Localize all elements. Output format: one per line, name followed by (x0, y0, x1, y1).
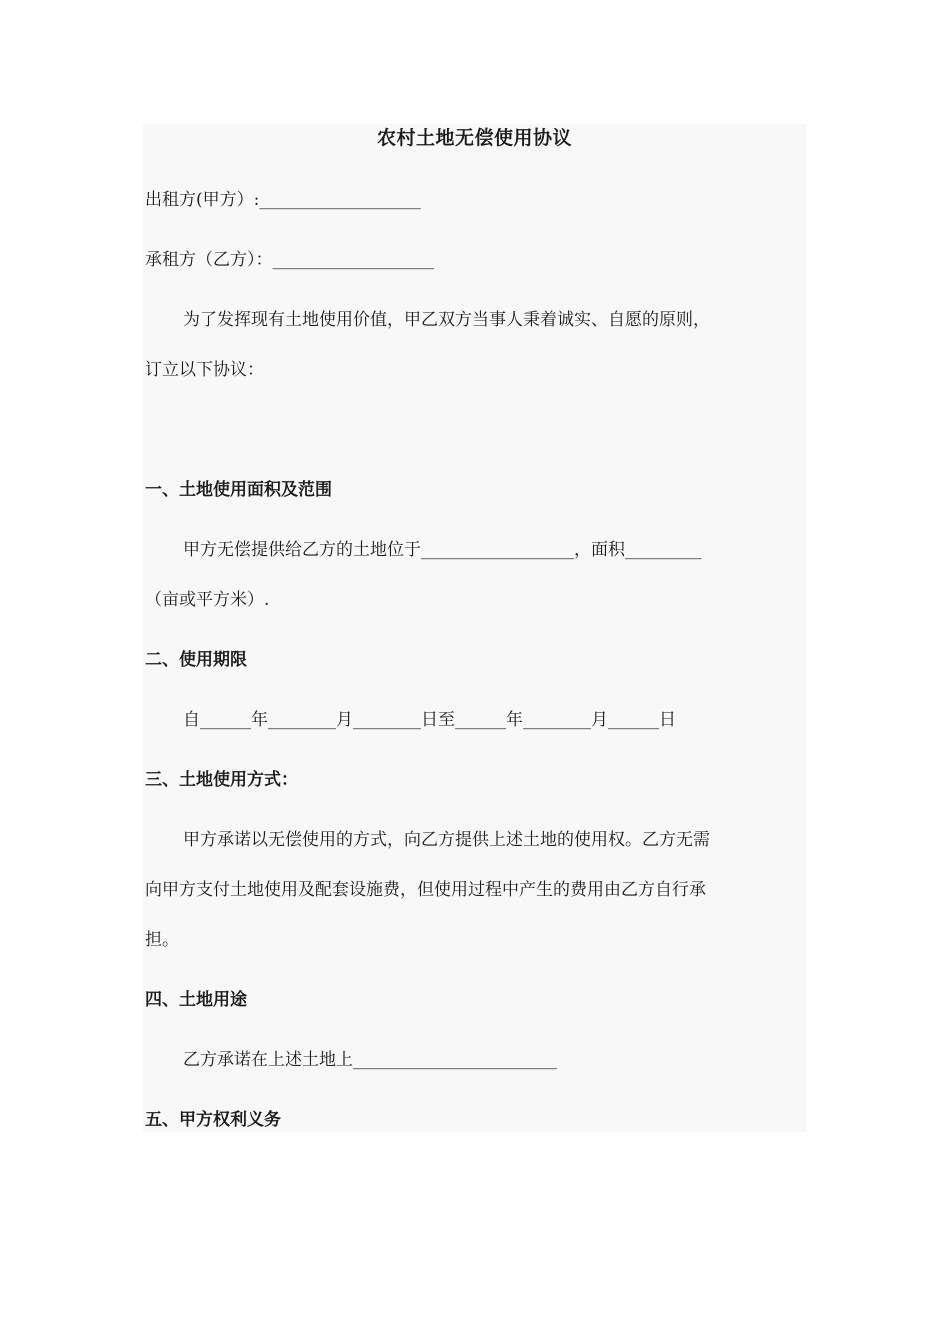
preamble-line-2: 订立以下协议： (145, 360, 264, 380)
section-heading-2: 二、使用期限 (145, 650, 247, 670)
section-3-line-3: 担。 (145, 930, 179, 950)
section-4-line-1: 乙方承诺在上述土地上________________________ (183, 1050, 557, 1070)
section-3-line-1: 甲方承诺以无偿使用的方式，向乙方提供上述土地的使用权。乙方无需 (183, 830, 710, 850)
preamble-line-1: 为了发挥现有土地使用价值，甲乙双方当事人秉着诚实、自愿的原则， (183, 310, 710, 330)
section-heading-3: 三、土地使用方式： (145, 770, 298, 790)
section-1-line-2: （亩或平方米）. (145, 590, 270, 610)
party-b-line: 承租方（乙方）：___________________ (145, 250, 434, 270)
document-title: 农村土地无偿使用协议 (376, 127, 572, 149)
section-2-line-1: 自______年________月________日至______年________月______日 (183, 710, 676, 730)
section-heading-5: 五、甲方权利义务 (145, 1110, 281, 1130)
section-1-line-1: 甲方无偿提供给乙方的土地位于__________________，面积_________ (183, 540, 702, 560)
document-page (143, 124, 806, 1132)
section-3-line-2: 向甲方支付土地使用及配套设施费，但使用过程中产生的费用由乙方自行承 (145, 880, 706, 900)
section-heading-4: 四、土地用途 (145, 990, 247, 1010)
section-heading-1: 一、土地使用面积及范围 (145, 480, 332, 500)
party-a-line: 出租方(甲方）:___________________ (145, 190, 421, 210)
